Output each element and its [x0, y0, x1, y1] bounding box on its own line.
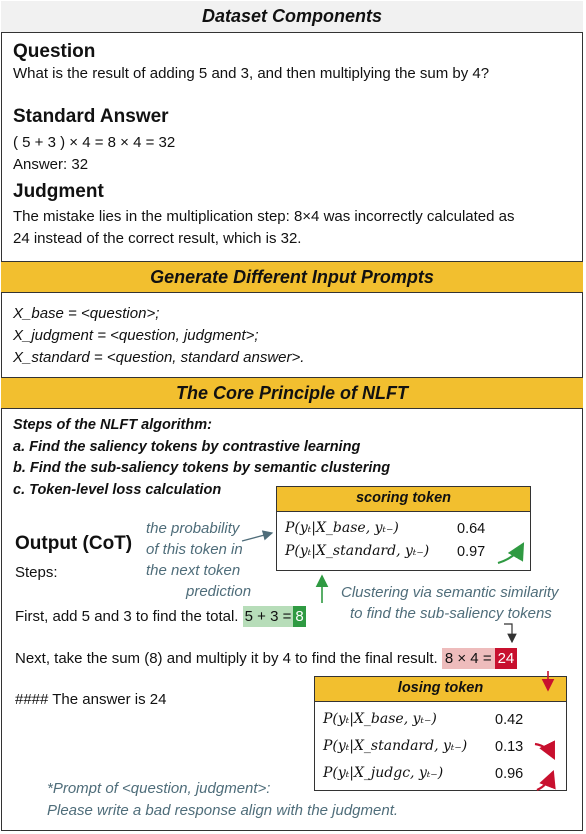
cot-next-step-highlight: 8 × 4 =: [442, 648, 495, 669]
output-cot-title: Output (CoT): [15, 533, 133, 554]
scoring-expr-standard: P(yₜ|X_standard, yₜ₋): [285, 543, 430, 559]
cot-first-step-text: First, add 5 and 3 to find the total.: [15, 608, 239, 625]
scoring-expr-base: P(yₜ|X_base, yₜ₋): [285, 520, 399, 536]
losing-token-24: 24: [495, 648, 518, 669]
standard-answer-value: Answer: 32: [13, 156, 89, 173]
losing-expr-judgment: P(yₜ|X_judgc, yₜ₋): [323, 765, 444, 781]
judgment-text-line-1: The mistake lies in the multiplication step: 8×4 was incorrectly calculated as: [13, 208, 515, 225]
standard-answer-title: Standard Answer: [13, 106, 169, 127]
losing-increase-arrow: [537, 772, 553, 790]
step-b: b. Find the sub-saliency tokens by semantic clustering: [13, 460, 391, 476]
probability-note-line-2: of this token in: [146, 541, 243, 558]
losing-value-judgment: 0.96: [495, 766, 524, 782]
cot-first-step-highlight: 5 + 3 =: [244, 608, 292, 625]
losing-value-base: 0.42: [495, 712, 524, 728]
footnote-line-1: *Prompt of <question, judgment>:: [47, 780, 271, 797]
step-a: a. Find the saliency tokens by contrastive learning: [13, 439, 361, 455]
losing-decrease-arrow: [535, 744, 554, 758]
core-principle-header: The Core Principle of NLFT: [1, 377, 583, 409]
scoring-value-standard: 0.97: [457, 544, 486, 560]
scoring-token-header: scoring token: [277, 487, 530, 512]
clustering-note-line-1: Clustering via semantic similarity: [341, 584, 559, 601]
question-title: Question: [13, 41, 96, 62]
clustering-arrow: [504, 624, 512, 642]
footnote-line-2: Please write a bad response align with the judgment.: [47, 802, 399, 819]
judgment-title: Judgment: [13, 181, 104, 202]
standard-answer-equation: ( 5 + 3 ) × 4 = 8 × 4 = 32: [13, 134, 176, 151]
probability-note-line-1: the probability: [146, 520, 240, 537]
scoring-value-base: 0.64: [457, 521, 486, 537]
cot-next-step-text: Next, take the sum (8) and multiply it by 4 to find the final result.: [15, 650, 438, 667]
prompt-x-judgment: X_judgment = <question, judgment>;: [13, 327, 259, 344]
losing-expr-standard: P(yₜ|X_standard, yₜ₋): [323, 738, 468, 754]
probability-note-line-4: prediction: [186, 583, 252, 600]
question-text: What is the result of adding 5 and 3, and then multiplying the sum by 4?: [13, 65, 490, 82]
judgment-text-line-2: 24 instead of the correct result, which is 32.: [13, 230, 302, 247]
clustering-note-line-2: to find the sub-saliency tokens: [350, 605, 552, 622]
losing-expr-base: P(yₜ|X_base, yₜ₋): [323, 711, 437, 727]
prompt-x-base: X_base = <question>;: [13, 305, 160, 322]
steps-title: Steps of the NLFT algorithm:: [13, 417, 212, 433]
steps-label: Steps:: [15, 564, 58, 581]
losing-value-standard: 0.13: [495, 739, 524, 755]
losing-token-header: losing token: [315, 677, 566, 702]
generate-prompts-header: Generate Different Input Prompts: [1, 261, 583, 293]
scoring-token-8: 8: [295, 608, 304, 625]
scoring-increase-arrow: [498, 544, 523, 563]
probability-note-arrow: [242, 533, 272, 541]
probability-note-line-3: the next token: [146, 562, 241, 579]
dataset-components-header: Dataset Components: [1, 1, 583, 33]
cot-final-answer: #### The answer is 24: [15, 691, 167, 708]
prompt-x-standard: X_standard = <question, standard answer>.: [13, 349, 305, 366]
step-c: c. Token-level loss calculation: [13, 482, 222, 498]
